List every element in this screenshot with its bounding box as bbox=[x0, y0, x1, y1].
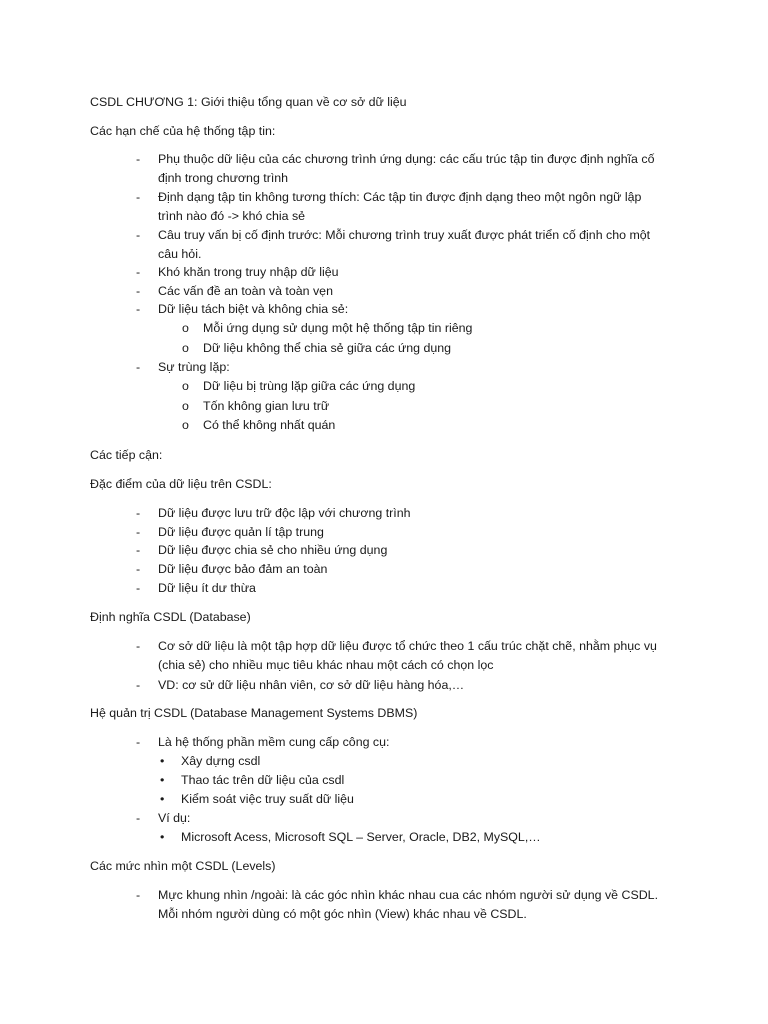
dash-marker: - bbox=[136, 735, 141, 749]
list-item: - Dữ liệu được bảo đảm an toàn bbox=[158, 560, 327, 579]
section-heading-db-definition: Định nghĩa CSDL (Database) bbox=[90, 610, 251, 624]
sub-list-item: o Tốn không gian lưu trữ bbox=[203, 397, 329, 416]
bullet-marker: • bbox=[160, 792, 165, 806]
circle-marker: o bbox=[182, 379, 189, 393]
list-item: - Các vấn đề an toàn và toàn vẹn bbox=[158, 282, 333, 301]
sub-list-item: o Có thể không nhất quán bbox=[203, 416, 335, 435]
sub-list-item: o Mỗi ứng dụng sử dụng một hệ thống tập tin riêng bbox=[203, 319, 472, 338]
list-item: - Phụ thuộc dữ liệu của các chương trình ứng dụng: các cấu trúc tập tin được định nghĩa cố định trong chương trình bbox=[136, 152, 655, 185]
section-heading-db-levels: Các mức nhìn một CSDL (Levels) bbox=[90, 859, 276, 873]
dash-marker: - bbox=[136, 302, 141, 316]
list-item: - Câu truy vấn bị cố định trước: Mỗi chương trình truy xuất được phát triển cố định cho một câu hỏi. bbox=[136, 228, 651, 261]
section-heading-approaches: Các tiếp cận: bbox=[90, 448, 163, 462]
dash-marker: - bbox=[136, 360, 141, 374]
sub-list-item: • Microsoft Acess, Microsoft SQL – Server, Oracle, DB2, MySQL,… bbox=[181, 828, 541, 847]
section-heading-file-system-limits: Các hạn chế của hệ thống tập tin: bbox=[90, 124, 276, 138]
section-heading-dbms: Hệ quản trị CSDL (Database Management Systems DBMS) bbox=[90, 706, 418, 720]
bullet-marker: • bbox=[160, 830, 165, 844]
dash-marker: - bbox=[136, 152, 141, 166]
list-item: - Dữ liệu tách biệt và không chia sẻ: bbox=[158, 300, 348, 319]
list-item: - Khó khăn trong truy nhập dữ liệu bbox=[158, 263, 339, 282]
list-item: - Dữ liệu ít dư thừa bbox=[158, 579, 256, 598]
sub-list-item: • Kiểm soát việc truy suất dữ liệu bbox=[181, 790, 354, 809]
dash-marker: - bbox=[136, 228, 141, 242]
list-item: - Định dạng tập tin không tương thích: Các tập tin được định dạng theo một ngôn ngữ lập trình nào đó -> khó chia sẻ bbox=[136, 190, 642, 223]
sub-list-item: • Thao tác trên dữ liệu của csdl bbox=[181, 771, 344, 790]
bullet-marker: • bbox=[160, 754, 165, 768]
list-item: - Cơ sở dữ liệu là một tập hợp dữ liệu được tổ chức theo 1 cấu trúc chặt chẽ, nhằm phục vụ (chia sẻ) cho nhiều mục tiêu khác nhau một cách có chọn lọc bbox=[136, 639, 657, 672]
dash-marker: - bbox=[136, 811, 141, 825]
document-title: CSDL CHƯƠNG 1: Giới thiệu tổng quan về cơ sở dữ liệu bbox=[90, 95, 407, 109]
sub-list-item: o Dữ liệu bị trùng lặp giữa các ứng dụng bbox=[203, 377, 415, 396]
circle-marker: o bbox=[182, 341, 189, 355]
dash-marker: - bbox=[136, 506, 141, 520]
dash-marker: - bbox=[136, 265, 141, 279]
circle-marker: o bbox=[182, 399, 189, 413]
dash-marker: - bbox=[136, 888, 141, 902]
section-heading-db-characteristics: Đặc điểm của dữ liệu trên CSDL: bbox=[90, 477, 272, 491]
bullet-marker: • bbox=[160, 773, 165, 787]
list-item: - Dữ liệu được quản lí tập trung bbox=[158, 523, 324, 542]
dash-marker: - bbox=[136, 562, 141, 576]
sub-list-item: • Xây dựng csdl bbox=[181, 752, 260, 771]
dash-marker: - bbox=[136, 678, 141, 692]
list-item: - Sự trùng lặp: bbox=[158, 358, 230, 377]
sub-list-item: o Dữ liệu không thể chia sẻ giữa các ứng dụng bbox=[203, 339, 451, 358]
list-item: - Mực khung nhìn /ngoài: là các góc nhìn khác nhau cua các nhóm người sử dụng về CSDL. Mỗi nhóm người dùng có một góc nhìn (View) khác nhau về CSDL. bbox=[136, 888, 659, 921]
dash-marker: - bbox=[136, 639, 141, 653]
dash-marker: - bbox=[136, 543, 141, 557]
dash-marker: - bbox=[136, 284, 141, 298]
list-item: - Dữ liệu được lưu trữ độc lập với chương trình bbox=[158, 504, 411, 523]
circle-marker: o bbox=[182, 418, 189, 432]
list-item: - VD: cơ sử dữ liệu nhân viên, cơ sở dữ liệu hàng hóa,… bbox=[158, 676, 464, 695]
dash-marker: - bbox=[136, 581, 141, 595]
list-item: - Là hệ thống phần mềm cung cấp công cụ: bbox=[158, 733, 389, 752]
circle-marker: o bbox=[182, 321, 189, 335]
list-item: - Ví dụ: bbox=[158, 809, 190, 828]
list-item: - Dữ liệu được chia sẻ cho nhiều ứng dụng bbox=[158, 541, 387, 560]
dash-marker: - bbox=[136, 190, 141, 204]
dash-marker: - bbox=[136, 525, 141, 539]
